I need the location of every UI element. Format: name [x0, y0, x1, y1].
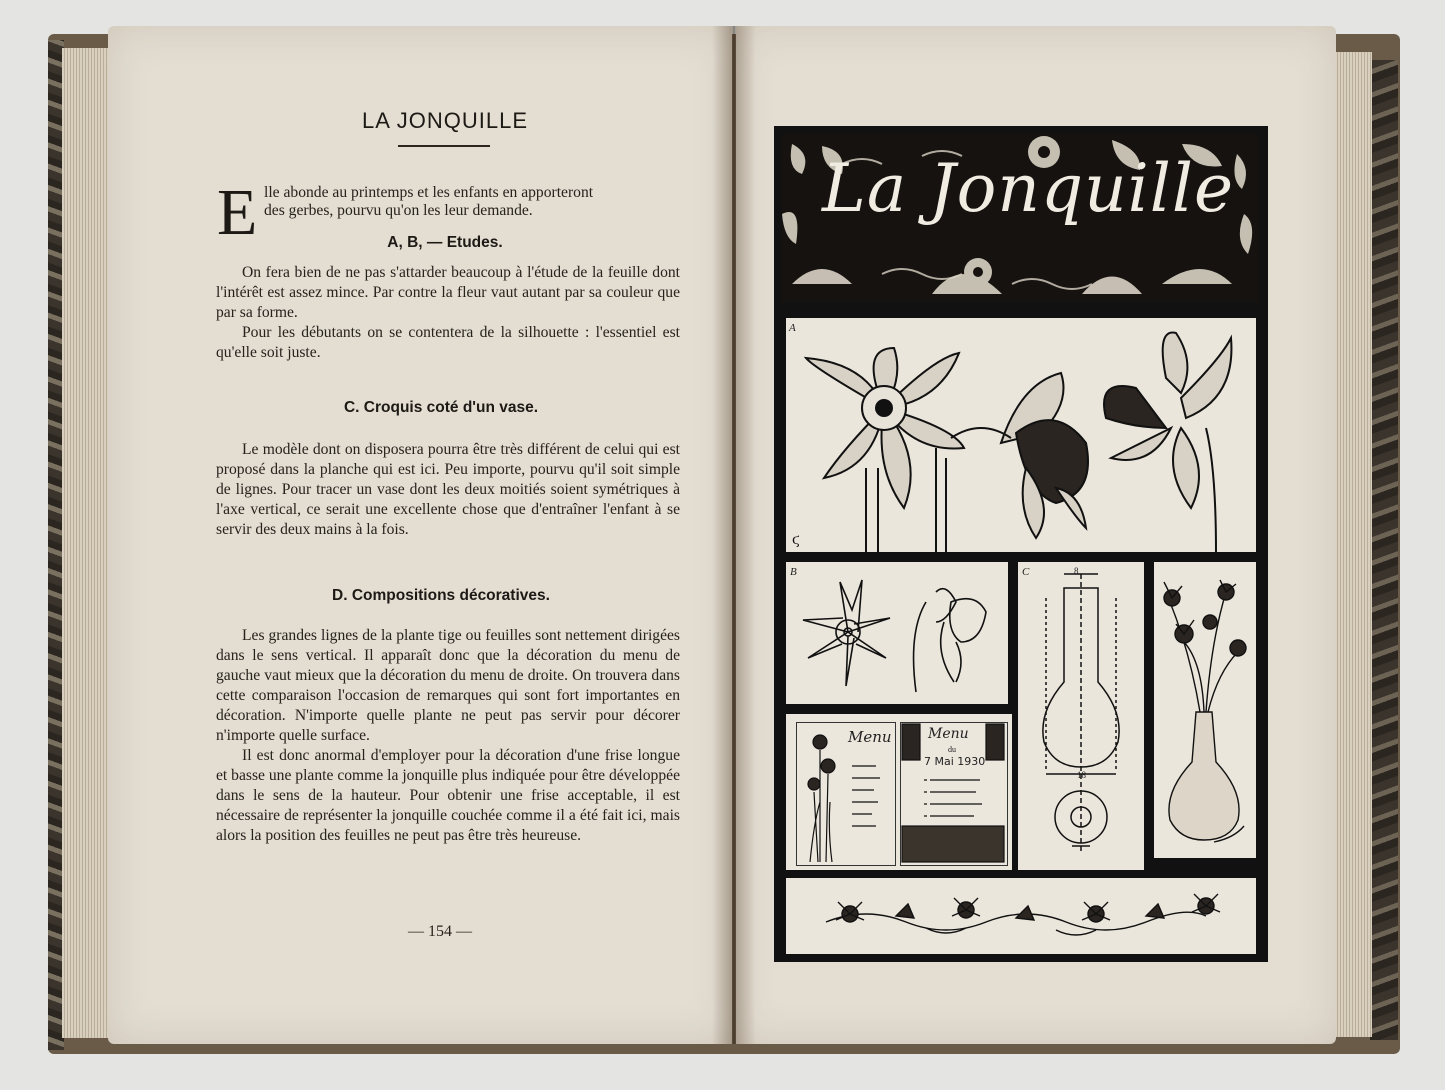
daffodil-silhouette-side-icon [914, 589, 986, 692]
banner-title: La Jonquille [822, 150, 1234, 227]
page-title: LA JONQUILLE [361, 108, 529, 133]
paragraph: Le modèle dont on disposera pourra être très différent de celui qui est proposé dans la planche qui est ici. Peu importe, pourvu qu'il soit simple de lignes. Pour tracer un vase dont les deux moitiés soient symétriques à l'axe vertical, ce serait une excellente chose que d'entraîner l'enfant à se servir des deux mains à la fois. [216, 441, 680, 538]
menu-left-daffodil-drawing [796, 722, 894, 864]
menu-right-date: 7 Mai 1930 [924, 755, 986, 768]
intro-line-2 [264, 201, 680, 221]
drop-cap: E [217, 176, 258, 249]
paragraph: Il est donc anormal d'employer pour la décoration d'une frise longue et basse une plante comme la jonquille plus indiquée pour être développée dans le sens de la hauteur. Pour obtenir une frise acceptable, il est nécessaire de représenter la jonquille couchée comme il a été fait ici, mais alors la position des feuilles ne peut pas être très heureuse. [216, 747, 680, 844]
daffodil-frieze-drawing [786, 878, 1256, 954]
intro-line-1 [264, 183, 680, 203]
paragraph: Pour les débutants on se contentera de la silhouette : l'essentiel est qu'elle soit juste. [216, 324, 680, 361]
daffodil-front-icon [806, 348, 964, 552]
vase-sketch-drawing [1018, 562, 1144, 870]
vase-dimension-top: 8 [1074, 566, 1079, 576]
section-c-text [216, 440, 680, 540]
menu-right-sub: du [948, 745, 956, 754]
daffodil-silhouette-drawing [786, 562, 1008, 704]
daffodil-silhouette-front-icon [803, 580, 890, 686]
daffodil-studies-drawing [786, 318, 1256, 552]
label-a: A [789, 322, 796, 334]
section-d-text [216, 626, 680, 846]
heading-etudes: A, B, — Etudes. [387, 234, 503, 251]
vase-dimension-bottom: 18 [1077, 770, 1086, 780]
vase-with-daffodils-drawing [1154, 562, 1256, 858]
daffodil-profile-icon [1104, 333, 1231, 552]
svg-text:ϛ: ϛ [792, 532, 800, 548]
label-b: B [790, 566, 797, 578]
heading-croquis: C. Croquis coté d'un vase. [343, 399, 539, 416]
intro-text-2: des gerbes, pourvu qu'on les leur demande. [264, 202, 533, 219]
intro-text-1: lle abonde au printemps et les enfants en apporteront [264, 184, 594, 201]
menu-right-border-drawing [900, 722, 1006, 864]
book-gutter [712, 26, 756, 1044]
marbled-edge-right [1370, 60, 1398, 1040]
page-number: — 154 — [408, 923, 472, 940]
paragraph: On fera bien de ne pas s'attarder beaucoup à l'étude de la feuille dont l'intérêt est assez mince. Par contre la fleur vaut autant par sa couleur que par sa forme. [216, 264, 680, 321]
label-c: C [1022, 566, 1030, 578]
title-rule [398, 145, 490, 147]
daffodil-side-icon [951, 373, 1088, 538]
menu-right-title: Menu [928, 726, 969, 742]
paragraph: Les grandes lignes de la plante tige ou feuilles sont nettement dirigées dans le sens vertical. Il apparaît donc que la décoration du menu de gauche vaut mieux que la décoration du menu de droite. On trouvera dans cette comparaison l'occasion de remarques qui sont fort importantes en décoration. N'importe quelle plante ne peut pas servir pour décorer n'importe quelle surface. [216, 627, 680, 744]
heading-compositions: D. Compositions décoratives. [332, 587, 550, 604]
section-ab-text [216, 263, 680, 363]
menu-left-title: Menu [848, 728, 892, 746]
